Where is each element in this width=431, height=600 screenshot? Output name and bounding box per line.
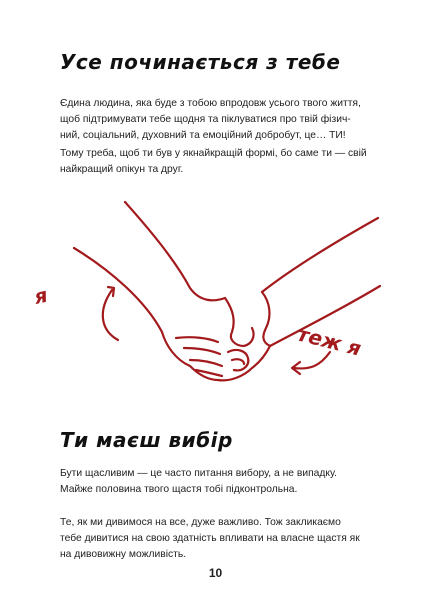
paragraph-only-person [60,96,382,144]
text-line: щоб підтримувати тебе щодня та піклуватися про твій фізич- [60,114,351,125]
right-arm-outline [262,218,378,292]
left-arm-lower-outline [74,248,162,332]
section-title-you-have-choice: Ти маєш вибір [60,428,233,452]
text-line: Єдина людина, яка буде з тобою впродовж усього твого життя, [60,98,361,109]
section-title-start-with-you: Усе починається з тебе [60,50,341,74]
paragraph-best-shape [60,146,382,178]
text-line: ний, соціальний, духовний та емоційний добробут, це… ТИ! [60,130,346,141]
page-number: 10 [208,566,223,580]
holding-hands-illustration [0,190,431,420]
text-line: Тому треба, щоб ти був у якнайкращій формі, бо саме ти — свій [60,148,367,159]
text-line: тебе дивитися на свою здатність впливати на власне щастя як [60,533,360,544]
right-hand-outline [262,292,270,346]
text-line: на дивовижну можливість. [60,549,187,560]
paragraph-happiness-choice [60,466,382,498]
text-line: Бути щасливим — це часто питання вибору, а не випадку. [60,468,337,479]
left-arm-outline [125,202,225,300]
thumb-outline [225,298,254,346]
text-line: Те, як ми дивимося на все, дуже важливо. Тож закликаємо [60,517,341,528]
clasped-hands-outline [162,332,270,380]
fingers-outline [176,337,222,376]
label-also-me: теж я [294,321,364,361]
right-arrow-curve [294,352,330,368]
text-line: найкращий опікун та друг. [60,164,184,175]
paragraph-how-we-look [60,515,382,563]
knuckles-outline [228,350,248,370]
text-line: Майже половина твого щастя тобі підконтрольна. [60,484,298,495]
label-me: я [32,282,50,309]
left-arrow-curve [103,290,118,340]
